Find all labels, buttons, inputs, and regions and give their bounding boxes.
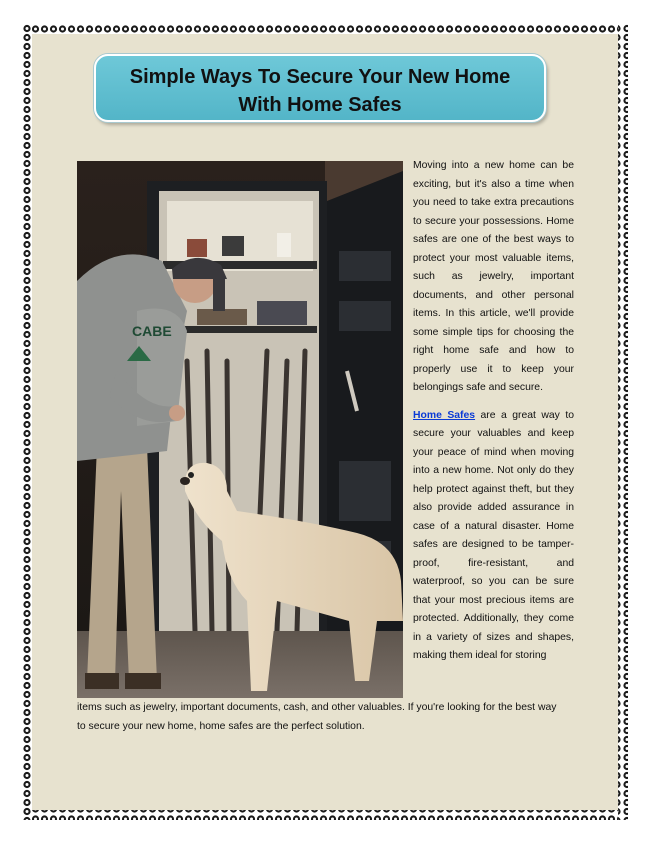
page-frame — [22, 24, 628, 820]
paragraph-intro: Moving into a new home can be exciting, but it's also a time when you need to take extra precautions to secure your possessions. Home safes are one of the best ways to protect your most valuable items, such as jewelry, important documents, and other personal items. In this article, we'll provide some simple tips for choosing the right home safe and how to properly use it to keep your belongings safe and secure. — [413, 160, 574, 393]
paragraph-continuation-line2: to secure your new home, home safes are the perfect solution. — [77, 720, 365, 732]
paragraph-continuation-line1: items such as jewelry, important documents, cash, and other valuables. If you're looking for the best way — [77, 702, 557, 713]
title-banner — [94, 54, 546, 122]
page-title-line1: Simple Ways To Secure Your New Home — [129, 66, 511, 88]
article-body-column — [413, 157, 574, 675]
svg-text:CABE: CABE — [132, 323, 172, 339]
home-safes-link[interactable]: Home Safes — [413, 409, 476, 421]
paragraph-home-safes — [413, 407, 574, 666]
paragraph-home-safes-text: are a great way to secure your valuables and keep your peace of mind when moving into a new home. Not only do they help protect against theft, but they also provide added assurance in case of a natural disaster. Home safes are designed to be tamper-proof, fire-resistant, and waterproof, so you can be sure that your most precious items are protected. Additionally, they come in a variety of sizes and shapes, making them ideal for storing — [413, 409, 574, 661]
article-body-continuation — [77, 699, 575, 736]
article-photo — [77, 161, 403, 698]
page-title-line2: With Home Safes — [238, 94, 402, 116]
